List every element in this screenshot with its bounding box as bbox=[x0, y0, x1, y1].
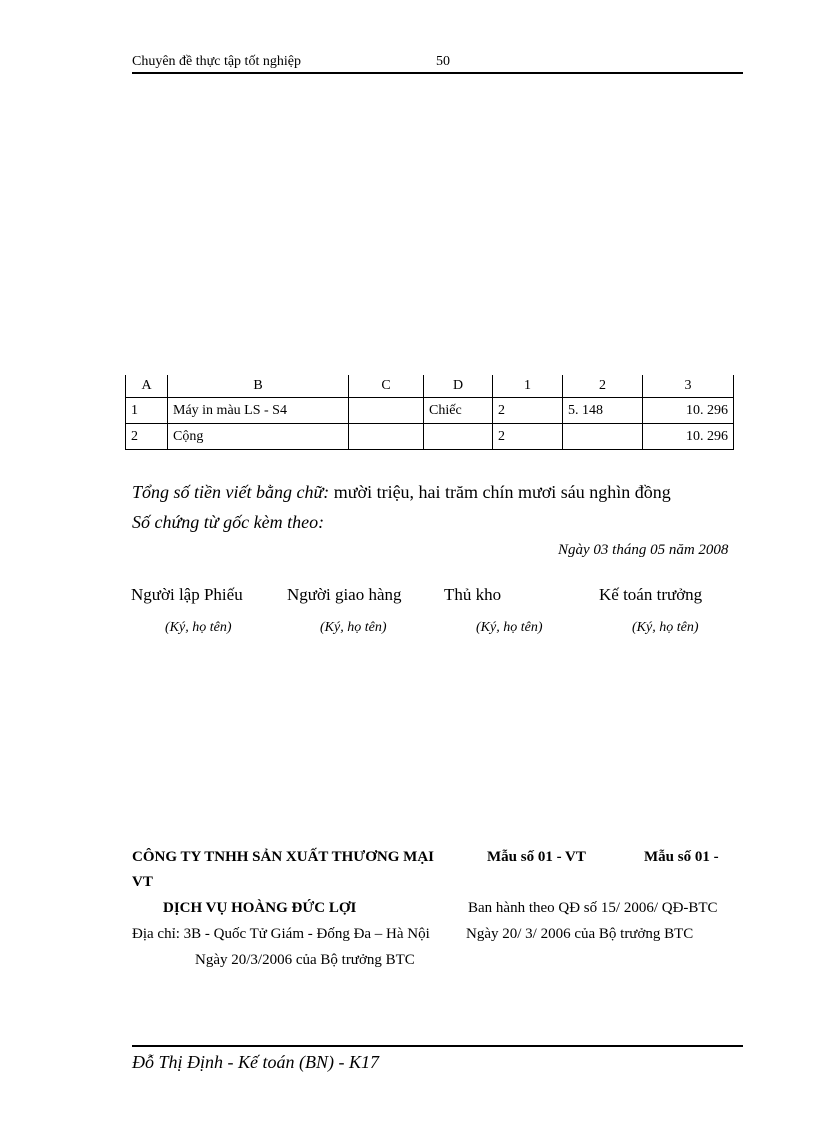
table-cell: 2 bbox=[493, 424, 563, 450]
form-number-1: Mẫu số 01 - VT bbox=[487, 849, 586, 865]
total-in-words-label: Tổng số tiền viết bằng chữ: bbox=[132, 482, 330, 502]
table-cell: Chiếc bbox=[424, 398, 493, 424]
table-cell: Máy in màu LS - S4 bbox=[168, 398, 349, 424]
page-number: 50 bbox=[436, 54, 450, 69]
col-header: 1 bbox=[493, 375, 563, 398]
table-row bbox=[126, 424, 734, 450]
signature-note: (Ký, họ tên) bbox=[632, 620, 699, 635]
footer-rule bbox=[132, 1045, 743, 1047]
table-cell bbox=[349, 398, 424, 424]
table-header-row bbox=[126, 375, 734, 398]
table-cell: 2 bbox=[493, 398, 563, 424]
form-number-2: Mẫu số 01 - bbox=[644, 849, 719, 865]
total-in-words-value: mười triệu, hai trăm chín mươi sáu nghìn đồng bbox=[329, 482, 671, 502]
table-cell bbox=[563, 424, 643, 450]
signature-title: Người lập Phiếu bbox=[131, 585, 243, 604]
company-name-line1: CÔNG TY TNHH SẢN XUẤT THƯƠNG MẠI bbox=[132, 849, 434, 865]
col-header: C bbox=[349, 375, 424, 398]
table-cell: 2 bbox=[126, 424, 168, 450]
decree-date: Ngày 20/ 3/ 2006 của Bộ trưởng BTC bbox=[466, 926, 694, 942]
table-cell: Cộng bbox=[168, 424, 349, 450]
header-rule bbox=[132, 72, 743, 74]
date-line: Ngày 03 tháng 05 năm 2008 bbox=[558, 542, 729, 558]
col-header: D bbox=[424, 375, 493, 398]
attached-docs-label: Số chứng từ gốc kèm theo: bbox=[132, 512, 325, 532]
signature-title: Kế toán trưởng bbox=[599, 585, 703, 604]
signature-title: Thủ kho bbox=[444, 585, 502, 604]
signature-note: (Ký, họ tên) bbox=[476, 620, 543, 635]
table-row bbox=[126, 398, 734, 424]
table-cell: 10. 296 bbox=[643, 398, 734, 424]
table-cell: 5. 148 bbox=[563, 398, 643, 424]
company-address: Địa chỉ: 3B - Quốc Tử Giám - Đống Đa – Hà Nội bbox=[132, 926, 430, 942]
signature-note: (Ký, họ tên) bbox=[320, 620, 387, 635]
table-cell bbox=[349, 424, 424, 450]
col-header: 2 bbox=[563, 375, 643, 398]
col-header: 3 bbox=[643, 375, 734, 398]
signature-title: Người giao hàng bbox=[287, 585, 402, 604]
decree-line: Ban hành theo QĐ số 15/ 2006/ QĐ-BTC bbox=[468, 900, 718, 916]
table-cell bbox=[424, 424, 493, 450]
company-name-line2: DỊCH VỤ HOÀNG ĐỨC LỢI bbox=[163, 900, 357, 916]
form-number-wrap: VT bbox=[132, 874, 153, 890]
table-cell: 1 bbox=[126, 398, 168, 424]
footer-author: Đỗ Thị Định - Kế toán (BN) - K17 bbox=[132, 1052, 379, 1072]
col-header: A bbox=[126, 375, 168, 398]
header-title: Chuyên đề thực tập tốt nghiệp bbox=[132, 54, 301, 69]
decree-date-2: Ngày 20/3/2006 của Bộ trưởng BTC bbox=[195, 952, 415, 968]
goods-table bbox=[125, 375, 734, 450]
table-cell: 10. 296 bbox=[643, 424, 734, 450]
signature-note: (Ký, họ tên) bbox=[165, 620, 232, 635]
total-in-words bbox=[132, 482, 671, 503]
col-header: B bbox=[168, 375, 349, 398]
